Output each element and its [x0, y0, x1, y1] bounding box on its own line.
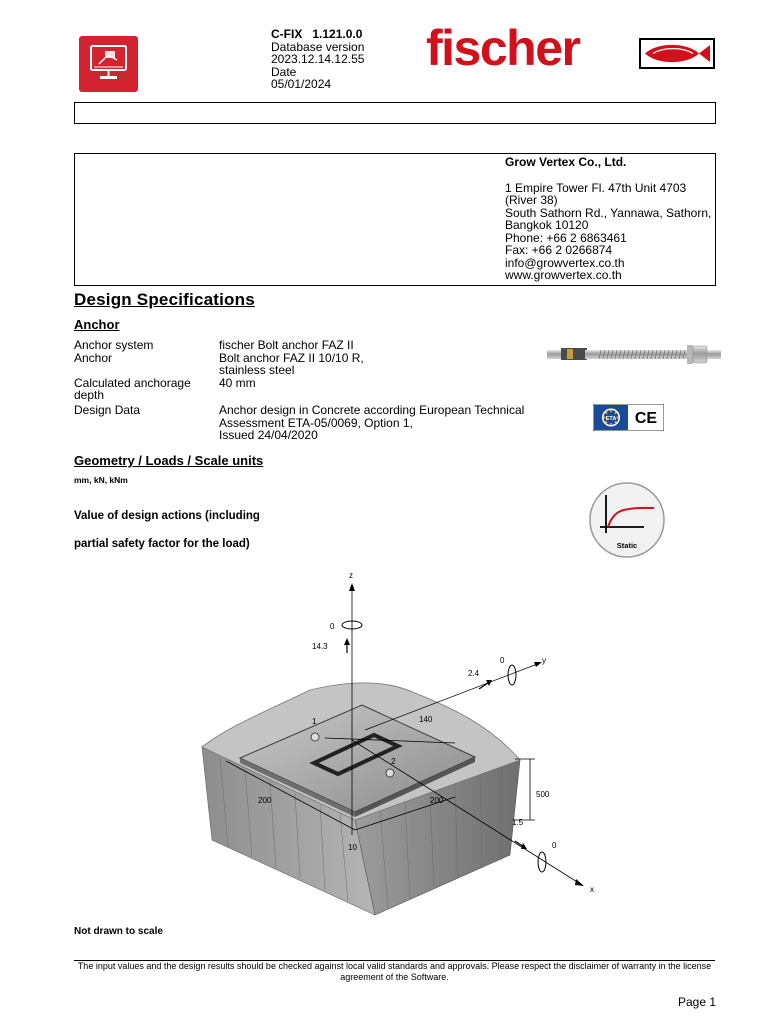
- geometry-heading: Geometry / Loads / Scale units: [74, 453, 264, 468]
- spec-label: Anchor system: [74, 338, 154, 352]
- address-line: South Sathorn Rd., Yannawa, Sathorn,: [505, 205, 712, 220]
- anchor-heading: Anchor: [74, 317, 120, 332]
- moment-x-value: 0: [552, 841, 557, 850]
- spec-label: Anchor: [74, 350, 113, 365]
- spec-value: Anchor design in Concrete according European Technical Assessment ETA-05/0069, Option 1, Issued 24/04/2020: [219, 403, 525, 442]
- spec-value: fischer Bolt anchor FAZ II: [219, 338, 354, 352]
- dim-200-left: 200: [258, 796, 272, 805]
- address-line: Bangkok 10120: [505, 218, 589, 232]
- fischer-logo: fischer: [426, 20, 580, 76]
- static-load-icon: [586, 481, 668, 559]
- anchor-2-label: 2: [391, 757, 396, 766]
- spec-label: Design Data: [74, 403, 141, 417]
- design-actions-text: partial safety factor for the load): [74, 538, 250, 550]
- website: www.growvertex.co.th: [505, 268, 622, 282]
- units: mm, kN, kNm: [74, 475, 128, 485]
- static-label: Static: [616, 541, 638, 550]
- cert-ce-label: CE: [634, 410, 658, 427]
- axis-z-label: z: [349, 571, 353, 580]
- page-number: Page 1: [678, 995, 717, 1009]
- db-value: 2023.12.14.12.55: [271, 52, 365, 66]
- fischer-fish-logo-icon: [639, 38, 715, 69]
- header-info: [271, 28, 364, 91]
- spec-value: Bolt anchor FAZ II 10/10 R, stainless steel: [219, 350, 364, 377]
- fax: Fax: +66 2 0266874: [505, 243, 613, 257]
- company-name: Grow Vertex Co., Ltd.: [505, 155, 627, 169]
- force-y-value: 2.4: [468, 669, 480, 678]
- anchor-1-label: 1: [312, 717, 317, 726]
- dim-10: 10: [348, 843, 357, 852]
- date-value: 05/01/2024: [271, 77, 332, 91]
- product-name: C-FIX: [271, 27, 303, 41]
- app-icon: [79, 36, 138, 92]
- dim-1-5: 1.5: [512, 818, 524, 827]
- address-line: (River 38): [505, 193, 558, 207]
- moment-y-value: 0: [500, 656, 505, 665]
- address-line: 1 Empire Tower Fl. 47th Unit 4703: [505, 180, 687, 195]
- force-z-value: 14.3: [312, 642, 328, 651]
- dim-140: 140: [419, 715, 433, 724]
- dim-500: 500: [536, 790, 550, 799]
- db-label: Database version: [271, 39, 365, 54]
- section-title: Design Specifications: [74, 290, 255, 309]
- product-version: 1.121.0.0: [312, 27, 363, 41]
- spec-value: 40 mm: [219, 375, 256, 390]
- design-actions-text: Value of design actions (including: [74, 510, 260, 522]
- anchor-plate-diagram: [190, 565, 610, 920]
- email: info@growvertex.co.th: [505, 255, 625, 270]
- company-address: [505, 156, 711, 282]
- dim-200-right: 200: [430, 796, 444, 805]
- project-box: [74, 102, 716, 124]
- bolt-anchor-image: [545, 340, 725, 368]
- scale-note: Not drawn to scale: [74, 926, 163, 937]
- spec-label: Calculated anchorage depth: [74, 375, 191, 402]
- axis-x-label: x: [590, 885, 594, 894]
- moment-z-value: 0: [330, 622, 335, 631]
- disclaimer: The input values and the design results should be checked against local valid standards and approvals. Please respect the disclaimer of warranty in the license agreement of the Software.: [77, 961, 712, 982]
- axis-y-label: y: [542, 656, 546, 665]
- phone: Phone: +66 2 6863461: [505, 230, 627, 245]
- date-label: Date: [271, 64, 297, 79]
- cert-eta-label: ETA: [605, 415, 617, 422]
- eta-ce-certification-icon: [593, 404, 664, 431]
